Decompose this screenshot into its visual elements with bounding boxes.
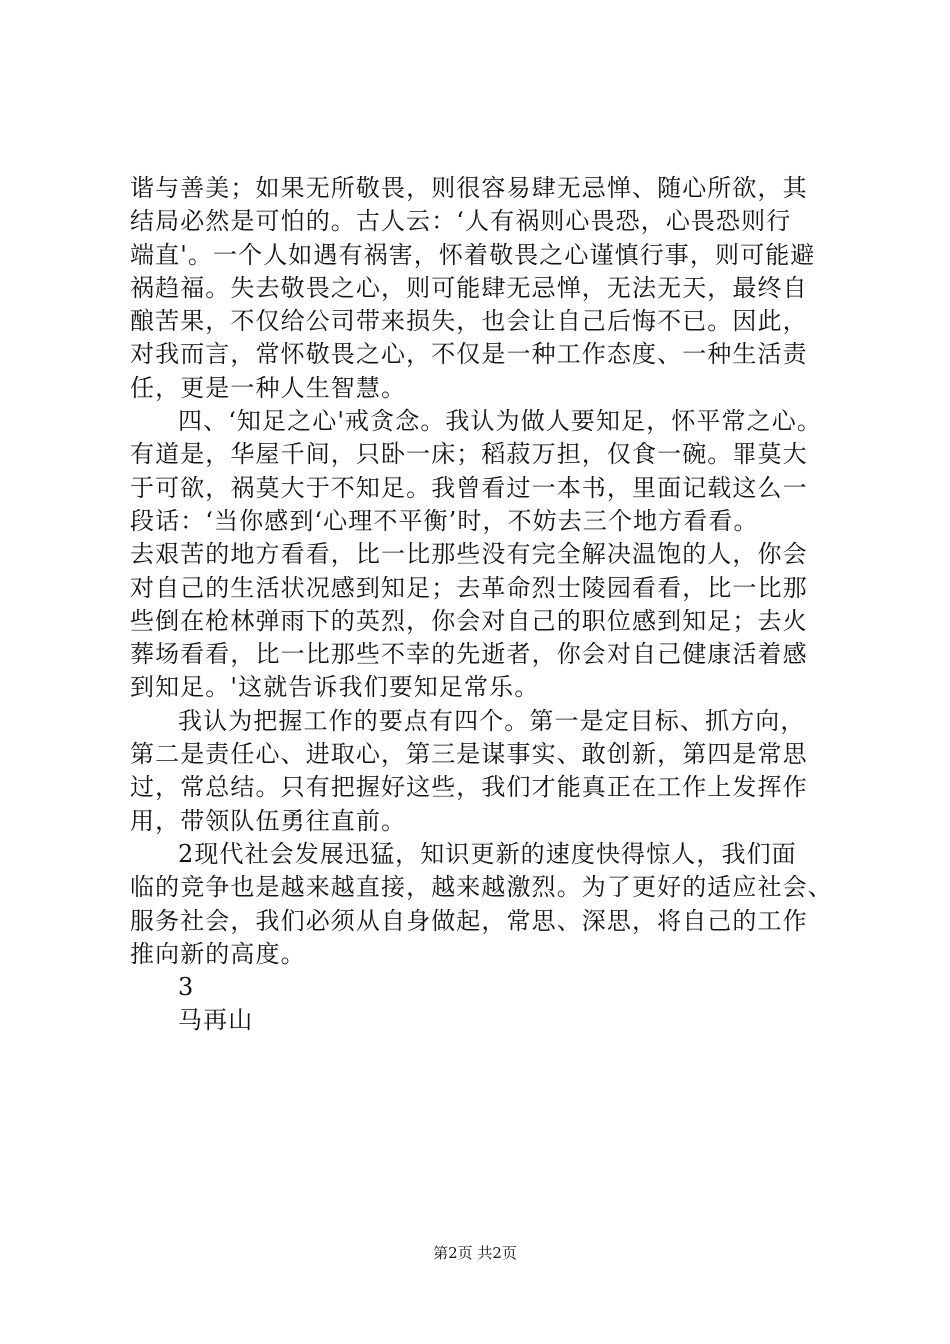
text-line: 葬场看看，比一比那些不幸的先逝者，你会对自己健康活着感 bbox=[130, 640, 808, 669]
page-number-label: 第2页 共2页 bbox=[433, 1244, 517, 1262]
paragraph-start-line: 我认为把握工作的要点有四个。第一是定目标、抓方向， bbox=[178, 706, 806, 735]
author-name: 马再山 bbox=[178, 1006, 254, 1035]
text-line: 谐与善美；如果无所敬畏，则很容易肆无忌惮、随心所欲，其 bbox=[130, 174, 808, 202]
document-body bbox=[130, 172, 833, 1038]
text-line: 第二是责任心、进取心，第三是谋事实、敢创新，第四是常思 bbox=[130, 740, 808, 769]
text-line: 用，带领队伍勇往直前。 bbox=[130, 806, 407, 835]
text-line: 对自己的生活状况感到知足；去革命烈士陵园看看，比一比那 bbox=[130, 573, 808, 602]
text-line: 祸趋福。失去敬畏之心，则可能肆无忌惮，无法无天，最终自 bbox=[130, 273, 808, 302]
page-footer bbox=[0, 1242, 950, 1264]
paragraph-start-line: 四、‘知足之心'戒贪念。我认为做人要知足，怀平常之心。 bbox=[178, 407, 822, 436]
paragraph-start-line: 2现代社会发展迅猛，知识更新的速度快得惊人，我们面 bbox=[178, 839, 797, 868]
text-line: 临的竞争也是越来越直接，越来越激烈。为了更好的适应社会、 bbox=[130, 873, 833, 902]
text-line: 对我而言，常怀敬畏之心，不仅是一种工作态度、一种生活责 bbox=[130, 340, 808, 369]
text-line: 端直'。一个人如遇有祸害，怀着敬畏之心谨慎行事，则可能避 bbox=[130, 240, 816, 269]
text-line: 结局必然是可怕的。古人云：‘人有祸则心畏恐，心畏恐则行 bbox=[130, 207, 792, 236]
text-line: 过，常总结。只有把握好这些，我们才能真正在工作上发挥作 bbox=[130, 773, 808, 802]
text-line: 有道是，华屋千间，只卧一床；稻菽万担，仅食一碗。罪莫大 bbox=[130, 440, 808, 469]
section-number: 3 bbox=[178, 973, 195, 1002]
text-line: 段话：‘当你感到‘心理不平衡’时，不妨去三个地方看看。 bbox=[130, 506, 759, 535]
text-line: 酿苦果，不仅给公司带来损失，也会让自己后悔不已。因此， bbox=[130, 307, 808, 336]
text-line: 推向新的高度。 bbox=[130, 939, 306, 968]
text-line: 到知足。'这就告诉我们要知足常乐。 bbox=[130, 673, 540, 702]
text-line: 去艰苦的地方看看，比一比那些没有完全解决温饱的人，你会 bbox=[130, 540, 808, 569]
text-line: 任，更是一种人生智慧。 bbox=[130, 373, 407, 402]
text-line: 些倒在枪林弹雨下的英烈，你会对自己的职位感到知足；去火 bbox=[130, 606, 808, 635]
text-line: 于可欲，祸莫大于不知足。我曾看过一本书，里面记载这么一 bbox=[130, 473, 808, 502]
text-line: 服务社会，我们必须从自身做起，常思、深思，将自己的工作 bbox=[130, 906, 808, 935]
